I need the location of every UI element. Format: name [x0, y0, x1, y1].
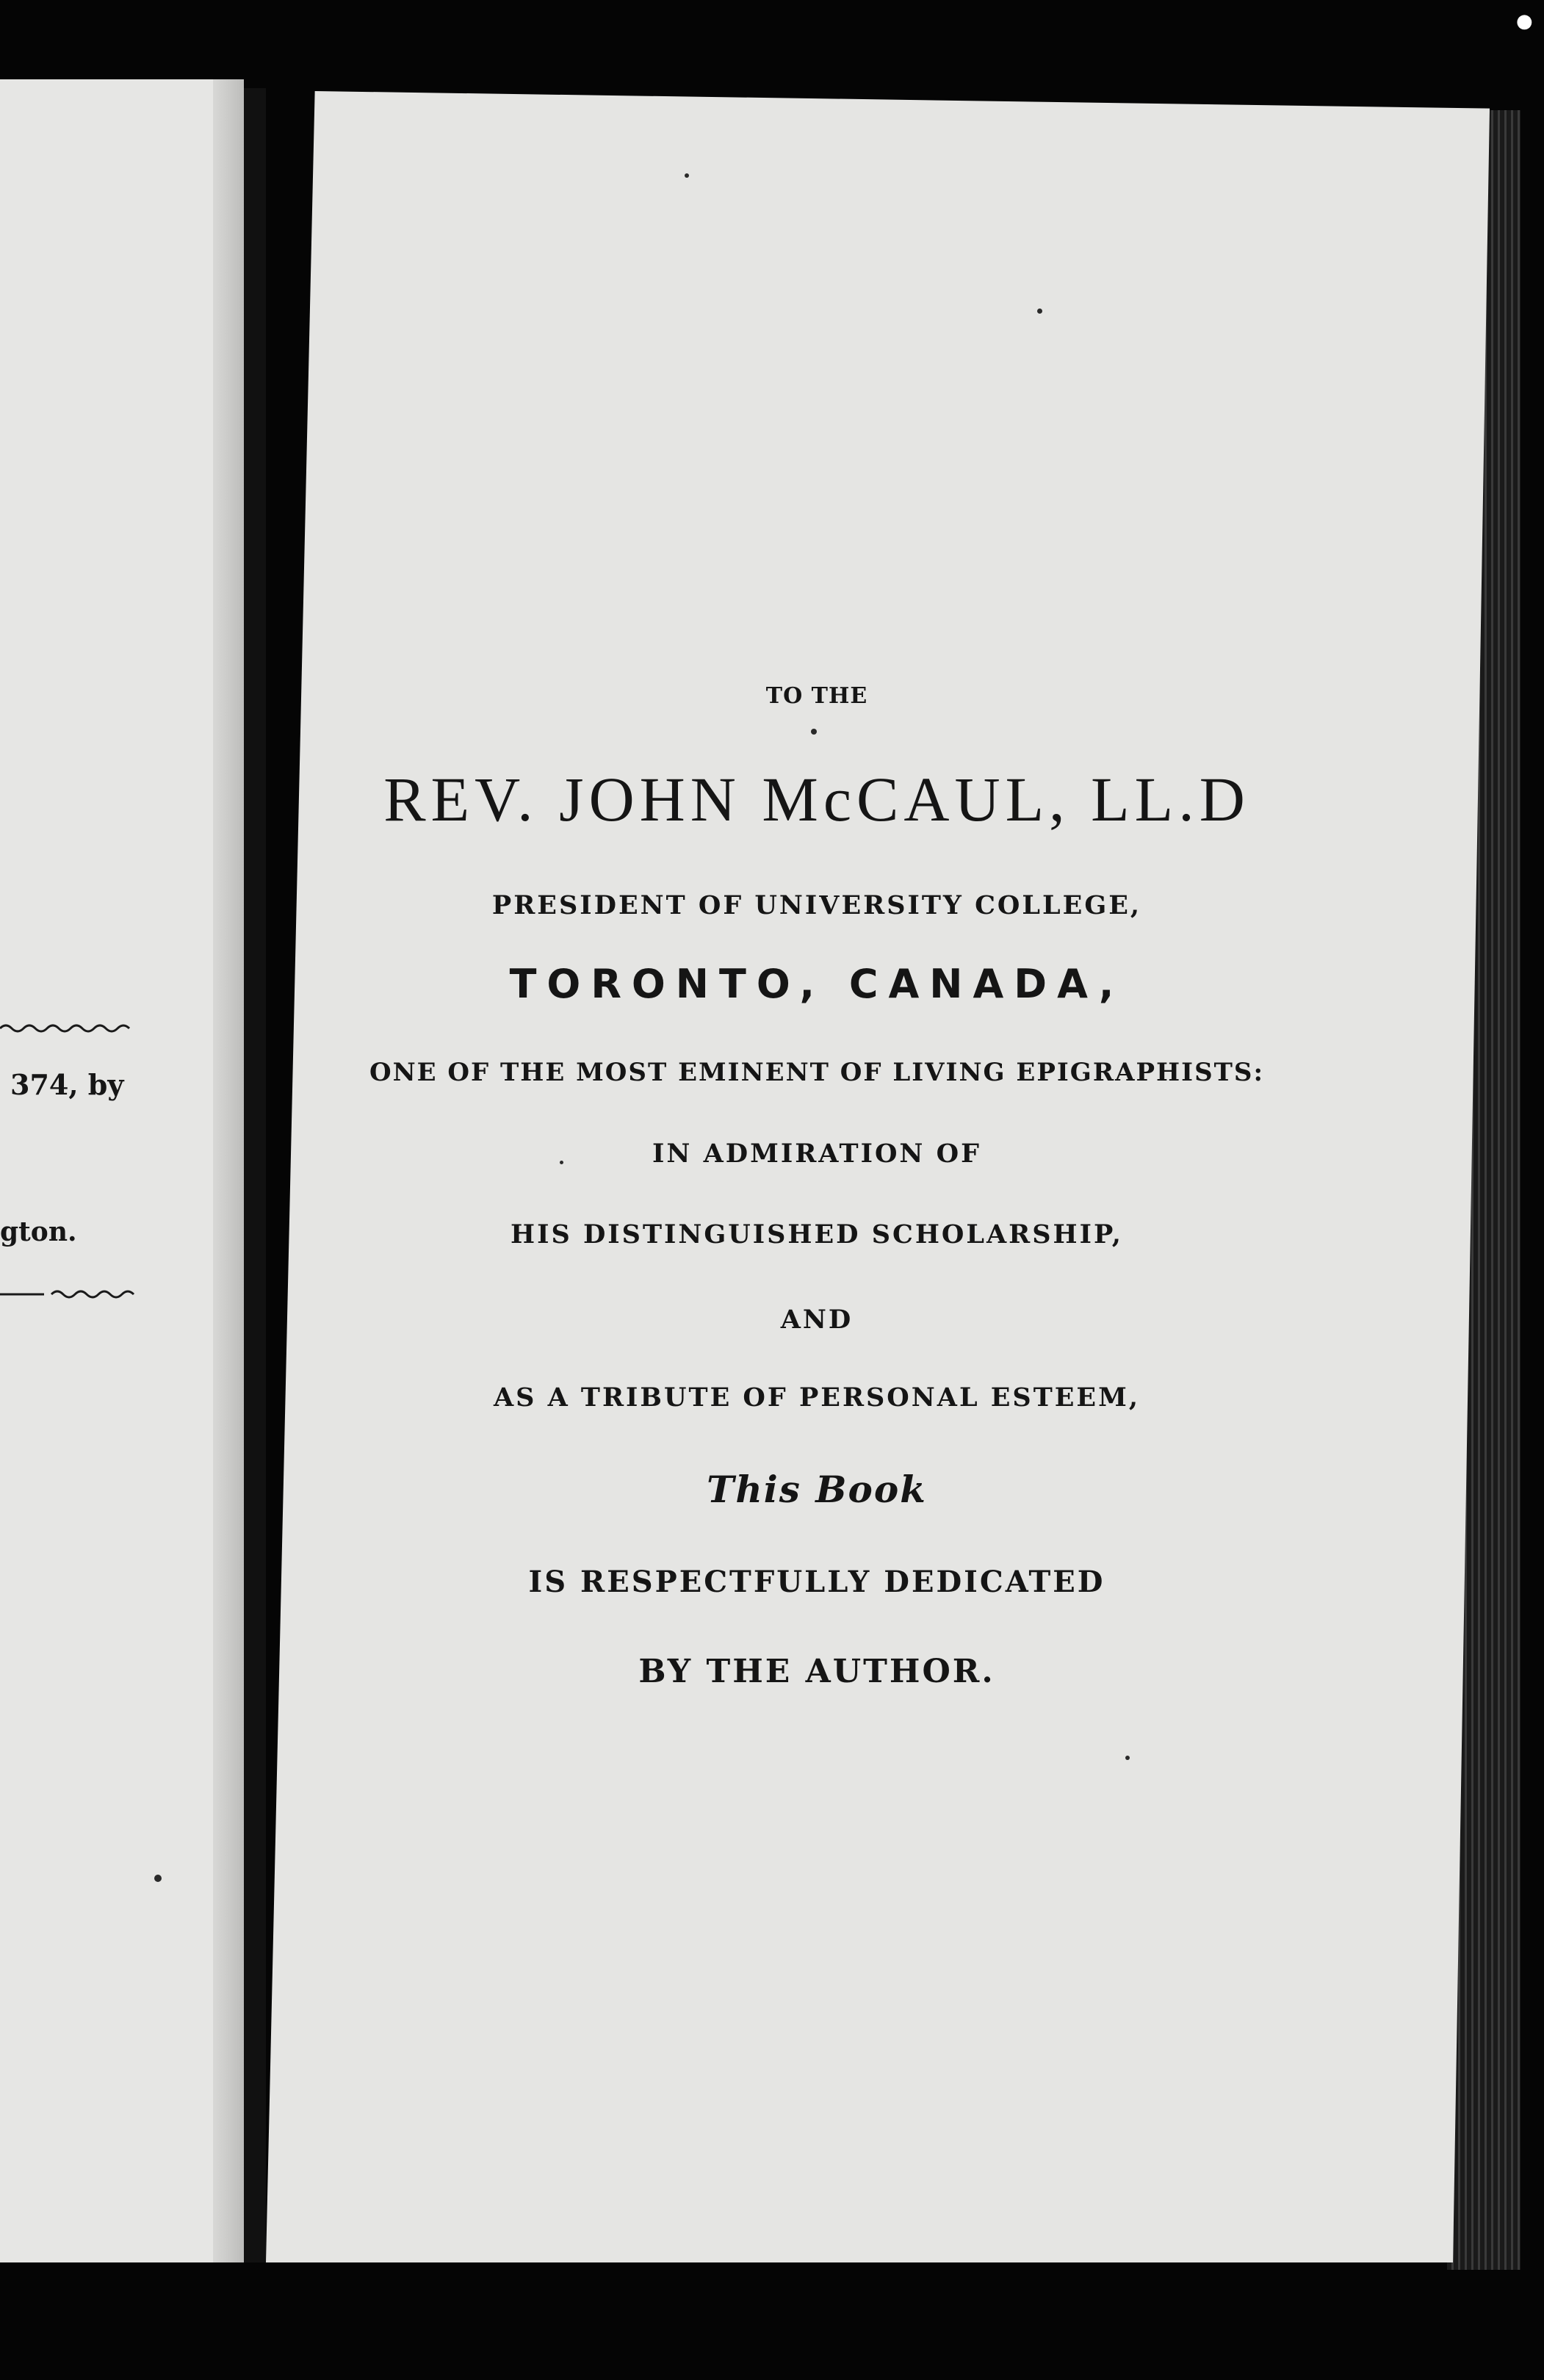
ink-speck [1125, 1756, 1130, 1760]
corner-scan-mark: ● [1516, 10, 1533, 32]
dedication-author: BY THE AUTHOR. [638, 1653, 995, 1690]
ornamental-rule-bottom [0, 1287, 140, 1302]
left-page-edge [213, 79, 244, 2262]
left-page-fragment [0, 79, 244, 2262]
dedication-admiration: IN ADMIRATION OF [652, 1139, 981, 1169]
dedicatee-distinction: ONE OF THE MOST EMINENT OF LIVING EPIGRAPHISTS: [369, 1058, 1265, 1087]
left-page-date-fragment: 374, by [10, 1068, 124, 1101]
ink-speck [811, 729, 817, 735]
book-gutter [244, 88, 266, 2262]
dedication-to-the: TO THE [765, 683, 868, 709]
dedicatee-name: REV. JOHN McCAUL, LL.D [383, 764, 1250, 834]
dedication-text-block [266, 0, 1490, 2380]
ink-speck [154, 1875, 162, 1882]
dedicatee-position: PRESIDENT OF UNIVERSITY COLLEGE, [491, 890, 1142, 920]
ink-speck [560, 1161, 563, 1164]
ink-speck [1037, 309, 1042, 314]
left-page-place-fragment: gton. [0, 1216, 77, 1247]
ornamental-rule-top [0, 1021, 140, 1036]
dedication-this-book: This Book [707, 1468, 927, 1511]
ink-speck [685, 173, 689, 178]
dedication-and: AND [780, 1305, 854, 1335]
dedication-tribute: AS A TRIBUTE OF PERSONAL ESTEEM, [493, 1382, 1141, 1413]
dedication-respectfully: IS RESPECTFULLY DEDICATED [528, 1565, 1105, 1599]
dedication-scholarship: HIS DISTINGUISHED SCHOLARSHIP, [511, 1219, 1123, 1250]
dedicatee-location: TORONTO, CANADA, [509, 961, 1125, 1007]
